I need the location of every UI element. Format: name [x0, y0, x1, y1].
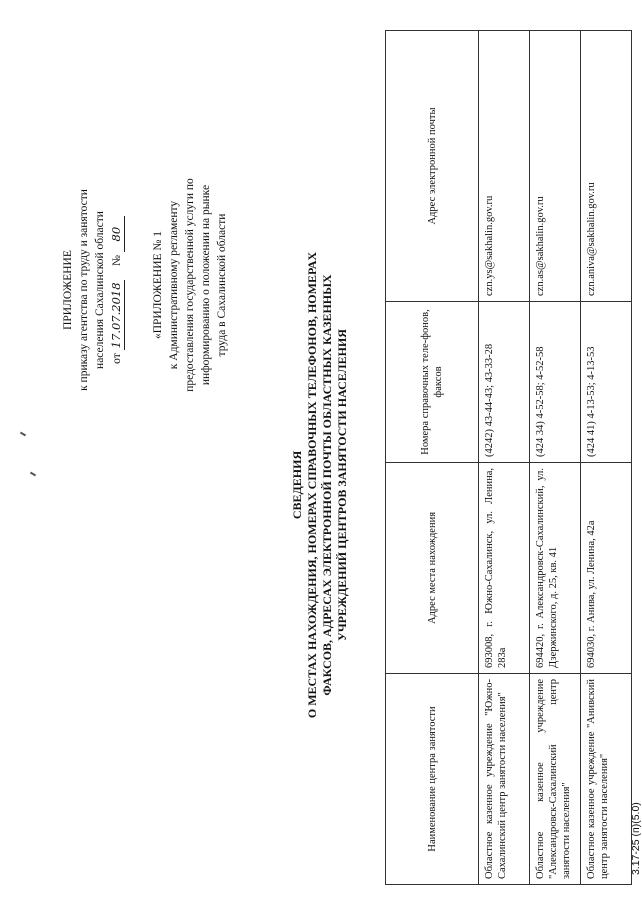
order-appendix-block	[60, 125, 125, 455]
reg-appendix-line-2: предоставления государственной услуги по	[184, 178, 196, 392]
table-header-row	[386, 31, 479, 885]
cell-address: 693008, г. Южно-Сахалинск, ул. Ленина, 283а	[479, 463, 530, 674]
date-handwritten: 17.07.2018	[108, 280, 125, 350]
cell-email: czn.aniva@sakhalin.gov.ru	[581, 31, 632, 302]
scan-speck	[20, 432, 26, 437]
number-prefix: №	[111, 255, 123, 266]
reg-appendix-line-1: к Административному регламенту	[168, 200, 180, 370]
footer-form-code: 3.17-25 (п)(5.0)	[630, 802, 642, 875]
heading-line-1: СВЕДЕНИЯ	[290, 450, 304, 520]
reg-appendix-line-3: информированию о положении на рынке	[200, 184, 212, 386]
date-prefix: от	[111, 353, 123, 364]
scan-speck	[30, 472, 36, 477]
document-heading	[290, 215, 350, 755]
heading-line-3: ФАКСОВ, АДРЕСАХ ЭЛЕКТРОННОЙ ПОЧТЫ ОБЛАСТНЫХ КАЗЕННЫХ	[320, 274, 334, 696]
appendix-date-line	[108, 125, 125, 455]
cell-email: czn.ys@sakhalin.gov.ru	[479, 31, 530, 302]
table-row	[479, 31, 530, 885]
cell-address: 694030, г. Анива, ул. Ленина, 42а	[581, 463, 632, 674]
cell-center-name: Областное казенное учреждение "Александровск-Сахалинский центр занятости населения"	[530, 674, 581, 885]
cell-phones: (4242) 43-44-43; 43-33-28	[479, 302, 530, 463]
cell-phones: (424 34) 4-52-58; 4-52-58	[530, 302, 581, 463]
header-email: Адрес электронной почты	[386, 31, 479, 302]
header-center-name: Наименование центра занятости	[386, 674, 479, 885]
employment-centers-table	[385, 30, 632, 885]
heading-line-4: УЧРЕЖДЕНИЙ ЦЕНТРОВ ЗАНЯТОСТИ НАСЕЛЕНИЯ	[335, 329, 349, 641]
appendix-line-2: населения Сахалинской области	[94, 211, 106, 369]
header-phones: Номера справочных теле-фонов, факсов	[386, 302, 479, 463]
cell-address: 694420, г. Александровск-Сахалинский, ул. Дзержинского, д. 25, кв. 41	[530, 463, 581, 674]
regulation-appendix-block	[150, 135, 230, 435]
table-row	[581, 31, 632, 885]
appendix-line-1: к приказу агентства по труду и занятости	[78, 189, 90, 391]
cell-center-name: Областное казенное учреждение "Южно-Сахалинский центр занятости населения"	[479, 674, 530, 885]
appendix-title: ПРИЛОЖЕНИЕ	[62, 250, 74, 330]
cell-email: czn.as@sakhalin.gov.ru	[530, 31, 581, 302]
cell-center-name: Областное казенное учреждение "Анивский центр занятости населения"	[581, 674, 632, 885]
reg-appendix-line-4: труда в Сахалинской области	[216, 213, 228, 357]
table-row	[530, 31, 581, 885]
reg-appendix-title: «ПРИЛОЖЕНИЕ № 1	[152, 231, 164, 340]
cell-phones: (424 41) 4-13-53; 4-13-53	[581, 302, 632, 463]
header-address: Адрес места нахождения	[386, 463, 479, 674]
number-handwritten: 80	[108, 216, 125, 252]
heading-line-2: О МЕСТАХ НАХОЖДЕНИЯ, НОМЕРАХ СПРАВОЧНЫХ ТЕЛЕФОНОВ, НОМЕРАХ	[305, 251, 319, 719]
